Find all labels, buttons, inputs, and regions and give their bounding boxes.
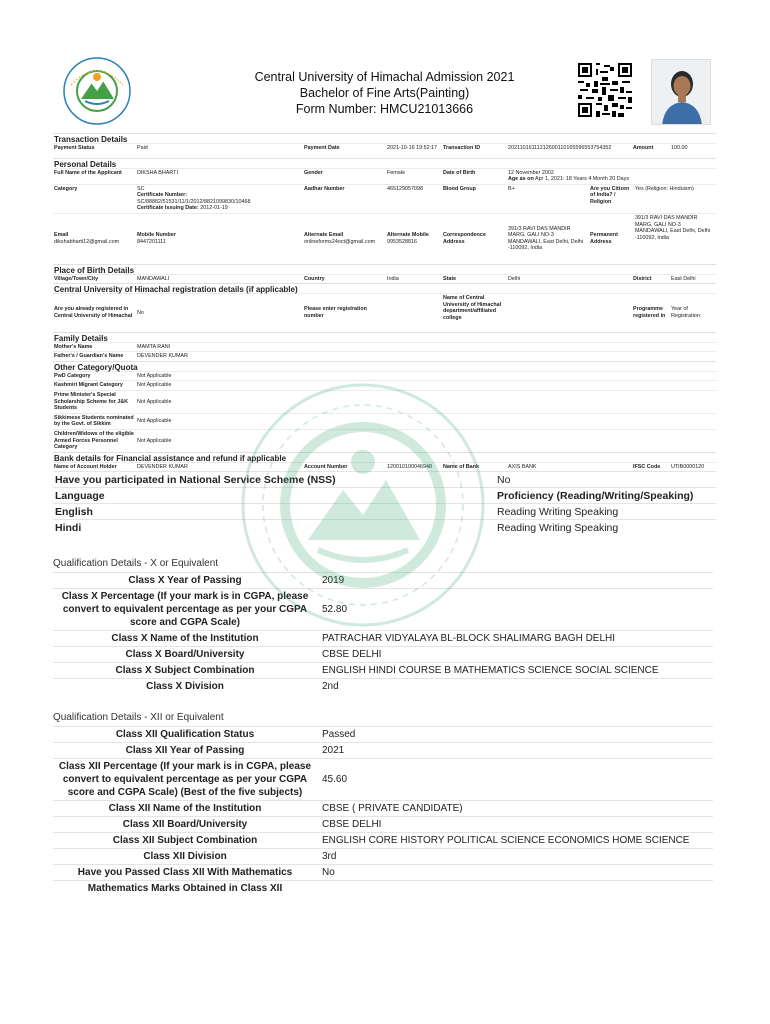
correspondence-label: Correspondence Address [442, 214, 507, 264]
class-xii-label: Have you Passed Class XII With Mathematics [53, 864, 317, 880]
language-proficiency: Reading Writing Speaking [495, 520, 716, 536]
class-x-label: Class X Division [53, 678, 317, 694]
class-xii-value: 2021 [317, 742, 713, 758]
class-xii-value: CBSE ( PRIVATE CANDIDATE) [317, 800, 713, 816]
class-x-value: 52.80 [317, 588, 713, 630]
class-xii-row [53, 742, 713, 758]
quota-value: Not Applicable [136, 381, 716, 391]
section-quota-title: Other Category/Quota [53, 361, 716, 371]
class-xii-table [53, 726, 713, 896]
registration-table [53, 293, 716, 332]
section-registration-title: Central University of Himachal registration details (if applicable) [53, 283, 716, 293]
permanent-value: 391/3 RAVI DAS MANDIR MARG, GALI NO-3 MANDAWALI, East Delhi, Delhi -110092, India [634, 214, 716, 264]
class-xii-row [53, 816, 713, 832]
qr-code-icon [576, 61, 634, 119]
mother-label: Mother's Name [53, 342, 136, 352]
father-label: Father's / Guardian's Name [53, 352, 136, 361]
section-family-title: Family Details [53, 332, 716, 342]
quota-row [53, 391, 716, 414]
class-xii-row [53, 848, 713, 864]
alt-mobile-value: 9953528816 [387, 238, 417, 245]
title-university: Central University of Himachal Admission 2021 [254, 70, 515, 84]
mobile-label: Mobile Number [137, 232, 176, 239]
transaction-id-value: 20211016111212600110165596553754352 [507, 144, 632, 158]
section-transaction-title: Transaction Details [53, 133, 716, 143]
class-x-value: ENGLISH HINDI COURSE B MATHEMATICS SCIENCE SOCIAL SCIENCE [317, 662, 713, 678]
section-birth-title: Place of Birth Details [53, 264, 716, 274]
amount-label: Amount [632, 144, 670, 158]
class-xii-label: Class XII Qualification Status [53, 726, 317, 742]
category-label: Category [53, 184, 136, 213]
language-name: English [53, 504, 495, 520]
email-value: dikshabharti12@gmail.com [54, 238, 120, 245]
ifsc-value: UTIB0000120 [670, 462, 716, 471]
nss-answer: No [495, 472, 716, 488]
birth-table [53, 274, 716, 284]
transaction-table [53, 143, 716, 158]
quota-value: Not Applicable [136, 413, 716, 429]
mother-value: MAMTA RANI [136, 342, 716, 352]
full-name-value: DIKSHA BHARTI [136, 168, 303, 184]
quota-label: Sikkimese Students nominated by the Govt. of Sikkim [53, 413, 136, 429]
class-xii-value: 45.60 [317, 758, 713, 800]
language-header: Language [53, 488, 495, 504]
class-xii-row [53, 832, 713, 848]
class-x-row [53, 678, 713, 694]
issue-date-value: 2012-01-19 [200, 205, 228, 212]
age-label: Age as on [508, 176, 534, 183]
village-value: MANDAWALI [136, 274, 303, 283]
father-value: DEVENDER KUMAR [136, 352, 716, 361]
holder-value: DEVENDER KUMAR [136, 462, 303, 471]
quota-label: Kashmiri Migrant Category [53, 381, 136, 391]
class-xii-value: CBSE DELHI [317, 816, 713, 832]
class-xii-value [317, 880, 713, 896]
transaction-id-label: Transaction ID [442, 144, 507, 158]
citizen-value: Yes (Religion: Hinduism) [634, 184, 716, 213]
blood-group-value: B+ [507, 184, 589, 213]
class-xii-label: Class XII Percentage (If your mark is in CGPA, please convert to equivalent percentage as per your CGPA score and CGPA Scale) (Best of the five subjects) [53, 758, 317, 800]
class-xii-row [53, 864, 713, 880]
certificate-value: SC/88882/51531/11/1/2012/8821099830/10468 [137, 198, 251, 205]
class-x-label: Class X Year of Passing [53, 572, 317, 588]
registered-label: Are you already registered in Central University of Himachal [53, 294, 136, 332]
nss-question: Have you participated in National Service Scheme (NSS) [53, 472, 495, 488]
class-x-label: Class X Board/University [53, 646, 317, 662]
class-x-value: 2nd [317, 678, 713, 694]
district-label: District [632, 274, 670, 283]
age-value: Apr 1, 2021: 18 Years 4 Month 20 Days [534, 176, 630, 183]
class-xii-value: No [317, 864, 713, 880]
class-x-label: Class X Subject Combination [53, 662, 317, 678]
reg-number-label: Please enter registration number [303, 294, 386, 332]
country-label: Country [303, 274, 386, 283]
personal-table [53, 168, 716, 264]
section-personal-title: Personal Details [53, 158, 716, 168]
alt-contact-cell [303, 214, 442, 264]
citizen-label: Are you Citizen of India? / Religion [589, 184, 634, 213]
account-value: 120010100046948 [386, 462, 442, 471]
class-x-label: Class X Name of the Institution [53, 630, 317, 646]
blood-group-label: Blood Group [442, 184, 507, 213]
category-cell [136, 184, 303, 213]
class-xii-label: Class XII Name of the Institution [53, 800, 317, 816]
class-xii-label: Class XII Subject Combination [53, 832, 317, 848]
class-xii-label: Mathematics Marks Obtained in Class XII [53, 880, 317, 896]
admission-form-page [53, 55, 716, 985]
programme-label: Programme registered in [632, 294, 670, 332]
quota-value: Not Applicable [136, 371, 716, 381]
class-xii-row [53, 726, 713, 742]
district-value: East Delhi [670, 274, 716, 283]
class-x-row [53, 572, 713, 588]
certificate-label: Certificate Number: [137, 192, 188, 199]
class-x-label: Class X Percentage (If your mark is in CGPA, please convert to equivalent percentage as per your CGPA score and CGPA Scale) [53, 588, 317, 630]
year-label: Year of Registration: [670, 294, 716, 332]
class-xii-label: Class XII Year of Passing [53, 742, 317, 758]
nss-language-table [53, 471, 716, 536]
class-x-title: Qualification Details - X or Equivalent [53, 557, 219, 569]
class-xii-label: Class XII Division [53, 848, 317, 864]
language-name: Hindi [53, 520, 495, 536]
aadhar-label: Aadhar Number [303, 184, 386, 213]
class-xii-label: Class XII Board/University [53, 816, 317, 832]
payment-status-value: Paid [136, 144, 303, 158]
gender-label: Gender [303, 168, 386, 184]
class-xii-row [53, 800, 713, 816]
class-x-table [53, 572, 713, 694]
correspondence-value: 391/3 RAVI DAS MANDIR MARG, GALI NO-3 MANDAWALI, East Delhi, Delhi -110092, India [507, 214, 589, 264]
alt-email-value: onlineforms24oct@gmail.com [304, 238, 376, 245]
applicant-photo [651, 59, 711, 125]
language-row [53, 504, 716, 520]
form-header [53, 55, 716, 133]
bank-name-label: Name of Bank [442, 462, 507, 471]
bank-table [53, 462, 716, 472]
college-value [507, 294, 632, 332]
class-xii-row [53, 758, 713, 800]
title-programme: Bachelor of Fine Arts(Painting) [299, 86, 470, 100]
quota-value: Not Applicable [136, 430, 716, 452]
country-value: India [386, 274, 442, 283]
payment-date-value: 2021-10-16 19:52:17 [386, 144, 442, 158]
college-label: Name of Central University of Himachal department/affiliated college [442, 294, 507, 332]
quota-row [53, 371, 716, 381]
quota-table [53, 371, 716, 452]
class-xii-value: 3rd [317, 848, 713, 864]
class-x-value: PATRACHAR VIDYALAYA BL-BLOCK SHALIMARG BAGH DELHI [317, 630, 713, 646]
permanent-label: Permanent Address [589, 214, 634, 264]
quota-value: Not Applicable [136, 391, 716, 414]
quota-row [53, 430, 716, 452]
state-value: Delhi [507, 274, 632, 283]
reg-number-value [386, 294, 442, 332]
quota-label: PwD Category [53, 371, 136, 381]
state-label: State [442, 274, 507, 283]
title-form-number: Form Number: HMCU21013666 [295, 102, 474, 116]
class-x-value: CBSE DELHI [317, 646, 713, 662]
payment-status-label: Payment Status [53, 144, 136, 158]
family-table [53, 342, 716, 361]
full-name-label: Full Name of the Applicant [53, 168, 136, 184]
village-label: Village/Town/City [53, 274, 136, 283]
bank-name-value: AXIS BANK [507, 462, 632, 471]
class-x-row [53, 646, 713, 662]
alt-email-label: Alternate Email [304, 232, 344, 239]
aadhar-value: 465129057098 [386, 184, 442, 213]
gender-value: Female [386, 168, 442, 184]
proficiency-header: Proficiency (Reading/Writing/Speaking) [495, 488, 716, 504]
quota-label: Prime Minister's Special Scholarship Scheme for J&K Students [53, 391, 136, 414]
quota-row [53, 381, 716, 391]
dob-value: 12 November 2002 [508, 169, 554, 176]
language-proficiency: Reading Writing Speaking [495, 504, 716, 520]
ifsc-label: IFSC Code [632, 462, 670, 471]
quota-label: Children/Widows of the eligible Armed Forces Personnel Category [53, 430, 136, 452]
class-x-row [53, 588, 713, 630]
section-bank-title: Bank details for Financial assistance and refund if applicable [53, 452, 716, 462]
payment-date-label: Payment Date [303, 144, 386, 158]
language-row [53, 520, 716, 536]
issue-date-label: Certificate Issuing Date: [137, 205, 199, 212]
class-xii-row [53, 880, 713, 896]
mobile-value: 8447201111 [137, 238, 166, 245]
dob-cell [507, 168, 716, 184]
holder-label: Name of Account Holder [53, 462, 136, 471]
class-xii-value: Passed [317, 726, 713, 742]
registered-value: No [136, 294, 303, 332]
amount-value: 100.00 [670, 144, 716, 158]
quota-row [53, 413, 716, 429]
class-xii-value: ENGLISH CORE HISTORY POLITICAL SCIENCE ECONOMICS HOME SCIENCE [317, 832, 713, 848]
class-x-row [53, 630, 713, 646]
category-value: SC [137, 185, 145, 192]
dob-label: Date of Birth [442, 168, 507, 184]
applicant-photo-icon [652, 60, 711, 125]
class-x-value: 2019 [317, 572, 713, 588]
class-x-row [53, 662, 713, 678]
contact-cell [53, 214, 303, 264]
class-xii-title: Qualification Details - XII or Equivalent [53, 711, 224, 723]
alt-mobile-label: Alternate Mobile [387, 232, 429, 239]
email-label: Email [54, 232, 69, 239]
account-label: Account Number [303, 462, 386, 471]
